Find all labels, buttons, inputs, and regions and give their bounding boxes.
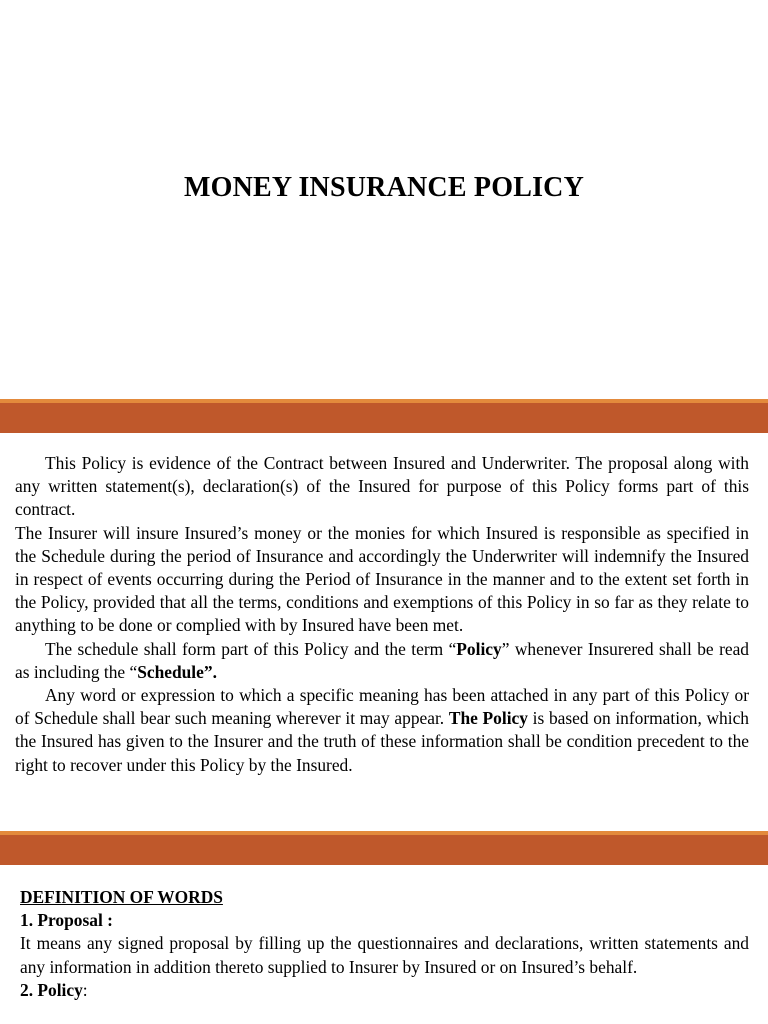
intro-p4-bold-term: The Policy (448, 708, 528, 729)
intro-section (15, 452, 749, 777)
definition-policy-line (20, 979, 749, 1002)
intro-p3-text-b: ” whenever Insurered shall be read as including the “ (15, 638, 750, 682)
section-divider-band (0, 399, 768, 433)
intro-p3-policy-term: Policy (456, 638, 502, 659)
intro-p3-text-a: The schedule shall form part of this Policy and the term “ (45, 638, 457, 659)
definitions-heading: DEFINITION OF WORDS (20, 887, 223, 907)
divider-highlight-line (0, 831, 768, 835)
intro-p3-schedule-term: Schedule (137, 661, 204, 682)
page-title: MONEY INSURANCE POLICY (183, 172, 585, 203)
intro-paragraph-3 (15, 638, 749, 684)
definition-policy-title: 2. Policy (20, 979, 83, 1000)
definition-proposal-text: It means any signed proposal by filling up the questionnaires and declarations, written statements and any information in addition thereto supplied to Insurer by Insured or on Insured’s behalf. (20, 933, 749, 977)
intro-paragraph-4 (15, 684, 749, 777)
definition-policy-colon: : (82, 979, 88, 1000)
section-divider-band (0, 831, 768, 865)
intro-p4-text-a: Any word or expression to which a specific meaning has been attached in any part of this Policy or of Schedule shall bear such meaning wherever it may appear. (15, 685, 749, 729)
intro-p3-text-c: ”. (203, 661, 217, 682)
intro-paragraph-1: This Policy is evidence of the Contract between Insured and Underwriter. The proposal along with any written statement(s), declaration(s) of the Insured for purpose of this Policy forms part of this contract. (15, 453, 749, 520)
intro-p4-text-b: is based on information, which the Insured has given to the Insurer and the truth of these information shall be condition precedent to the right to recover under this Policy by the Insured. (15, 708, 750, 775)
divider-highlight-line (0, 399, 768, 403)
definitions-section (20, 886, 749, 1002)
intro-paragraph-2: The Insurer will insure Insured’s money or the monies for which Insured is responsible as specified in the Schedule during the period of Insurance and accordingly the Underwriter will indemnify the Insured in respect of events occurring during the Period of Insurance in the manner and to the extent set forth in the Policy, provided that all the terms, conditions and exemptions of this Policy in so far as they relate to anything to be done or complied with by Insured have been met. (15, 522, 749, 636)
definition-proposal-title: 1. Proposal : (20, 910, 113, 931)
